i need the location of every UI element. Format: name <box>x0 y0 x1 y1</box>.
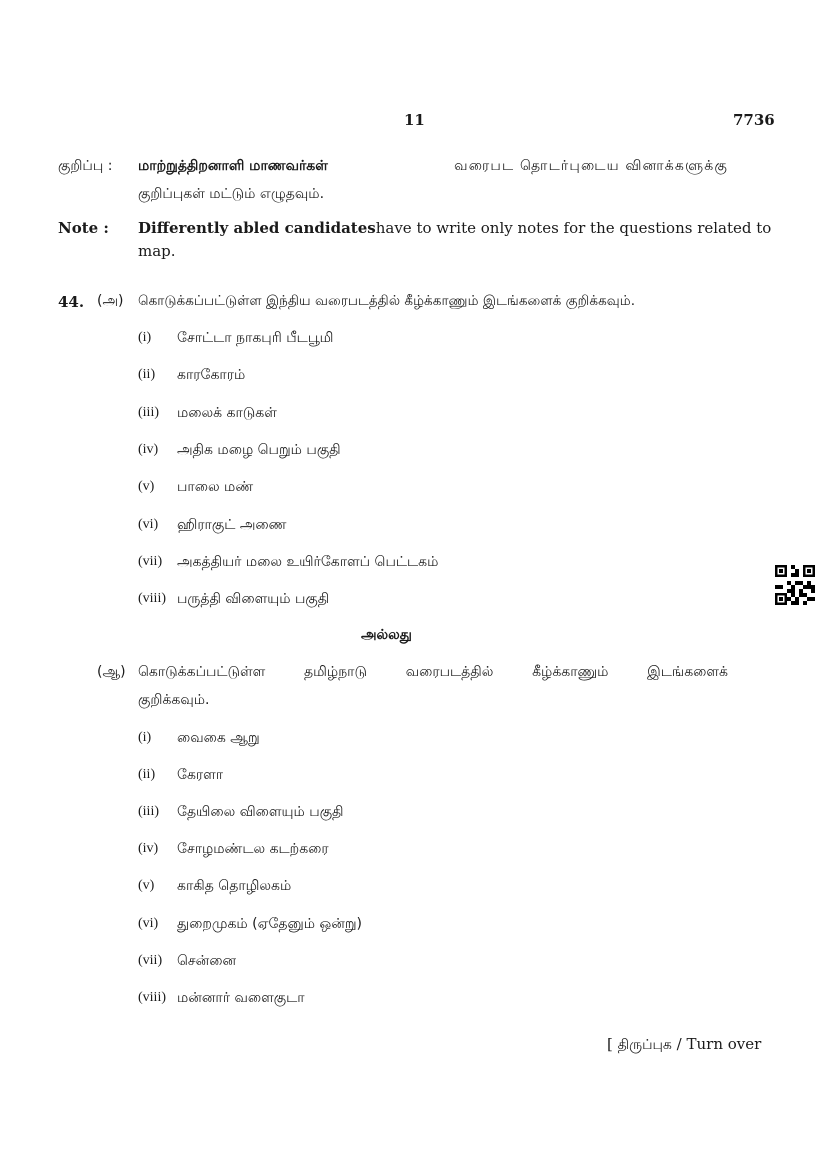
part-a-item-text: ஹிராகுட் அணை <box>177 516 287 533</box>
part-a-item-number: (v) <box>138 479 155 495</box>
part-b-item-number: (vi) <box>138 915 159 931</box>
part-b-instruction-line2: குறிக்கவும். <box>138 692 210 708</box>
part-b-item-number: (vii) <box>138 952 163 968</box>
or-label: அல்லது <box>361 627 412 643</box>
qr-code-icon <box>775 565 815 605</box>
part-a-item-number: (vii) <box>138 553 163 569</box>
question-number: 44. <box>58 293 85 311</box>
part-a-item-text: மலைக் காடுகள் <box>177 404 277 421</box>
page-number: 11 <box>404 111 425 129</box>
note-english-line1 <box>138 219 772 237</box>
footer-english: Turn over <box>686 1035 762 1053</box>
note-english-rest: have to write only notes for the questions related to <box>375 219 772 237</box>
part-b-item-text: சென்னை <box>177 952 237 969</box>
part-b-item-number: (i) <box>138 730 152 745</box>
note-tamil-label: குறிப்பு : <box>58 158 113 174</box>
part-a-item-number: (iv) <box>138 441 159 457</box>
note-tamil-line2: குறிப்புகள் மட்டும் எழுதவும். <box>138 186 325 202</box>
part-a-item-text: அகத்தியர் மலை உயிர்கோளப் பெட்டகம் <box>177 553 439 570</box>
note-tamil-line1 <box>138 158 728 176</box>
footer-separator: / <box>676 1035 682 1053</box>
paper-code: 7736 <box>733 111 775 129</box>
part-b-item-number: (iv) <box>138 841 159 857</box>
part-a-item-number: (i) <box>138 330 152 345</box>
note-english-line2: map. <box>138 242 176 260</box>
note-tamil-bold: மாற்றுத்திறனாளி மாணவர்கள் <box>138 158 328 174</box>
part-b-item-text: வைகை ஆறு <box>177 730 260 746</box>
part-b-item-text: துறைமுகம் (ஏதேனும் ஒன்று) <box>177 915 362 932</box>
part-b-instruction-text: கொடுக்கப்பட்டுள்ள தமிழ்நாடு வரைபடத்தில் கீழ்க்காணும் இடங்களைக் <box>138 664 728 680</box>
part-b-marker: (ஆ) <box>97 664 126 680</box>
part-a-item-text: காரகோரம் <box>177 367 246 384</box>
part-a-item-text: சோட்டா நாகபுரி பீடபூமி <box>177 330 334 346</box>
part-b-item-text: கேரளா <box>177 767 224 784</box>
part-a-item-number: (ii) <box>138 367 156 383</box>
part-a-item-text: பாலை மண் <box>177 479 254 496</box>
part-b-item-number: (v) <box>138 878 155 894</box>
part-b-item-text: மன்னார் வளைகுடா <box>177 989 305 1006</box>
part-b-item-text: சோழமண்டல கடற்கரை <box>177 841 329 858</box>
footer-tamil: திருப்புக <box>617 1037 672 1053</box>
part-a-item-text: பருத்தி விளையும் பகுதி <box>177 591 330 608</box>
part-b-item-number: (viii) <box>138 989 166 1005</box>
note-english-bold: Differently abled candidates <box>138 219 376 237</box>
part-a-instruction: கொடுக்கப்பட்டுள்ள இந்திய வரைபடத்தில் கீழ்க்காணும் இடங்களைக் குறிக்கவும். <box>138 293 636 309</box>
part-a-item-number: (iii) <box>138 404 159 420</box>
part-b-instruction-line1 <box>138 664 728 682</box>
part-a-item-number: (viii) <box>138 591 166 607</box>
part-a-item-text: அதிக மழை பெறும் பகுதி <box>177 441 341 458</box>
note-english-label: Note : <box>58 219 109 237</box>
part-b-item-text: தேயிலை விளையும் பகுதி <box>177 804 344 821</box>
part-a-item-number: (vi) <box>138 516 159 532</box>
part-b-item-number: (ii) <box>138 767 156 783</box>
note-tamil-rest: வரைபட தொடர்புடைய வினாக்களுக்கு <box>454 158 728 174</box>
part-a-marker: (அ) <box>97 293 124 309</box>
footer-bracket: [ <box>607 1035 613 1053</box>
turn-over-footer <box>607 1035 761 1055</box>
part-b-item-text: காகித தொழிலகம் <box>177 878 292 895</box>
part-b-item-number: (iii) <box>138 804 159 820</box>
